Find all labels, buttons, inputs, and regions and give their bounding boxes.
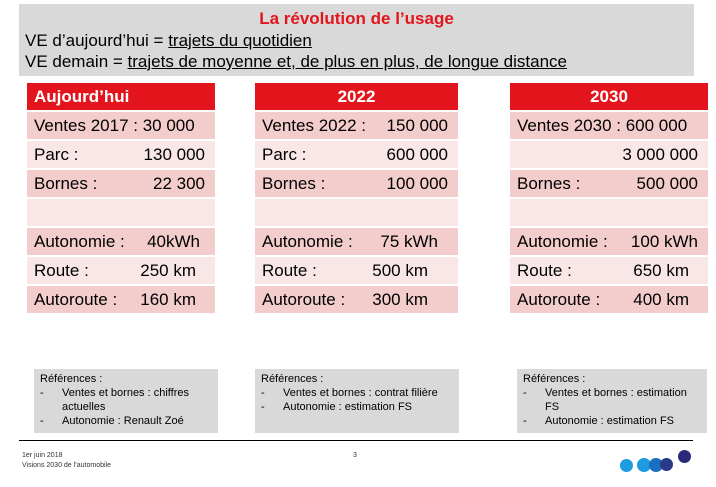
references-today [34,369,218,433]
references-title: Références : [40,373,103,385]
bornes-value: 22 300 [153,174,205,193]
ventes-label: Ventes 2030 : 600 000 [517,116,688,135]
route-label: Route : [34,261,89,280]
reference-text: Autonomie : estimation FS [545,415,675,427]
autonomie-label: Autonomie : [34,232,125,251]
row-empty [27,199,215,226]
reference-text: Ventes et bornes : estimation FS [545,387,687,413]
row-ventes [255,112,458,139]
header-line-tomorrow [25,52,567,72]
references-title: Références : [523,373,586,385]
header-line-tomorrow-prefix: VE demain = [25,52,128,71]
reference-text: Ventes et bornes : contrat filière [283,387,438,399]
column-2030-header: 2030 [510,83,708,110]
parc-label: Parc : [262,145,307,164]
row-parc [27,141,215,168]
row-autoroute [510,286,708,313]
row-route [510,257,708,284]
parc-value: 600 000 [386,145,448,164]
autoroute-label: Autoroute : [34,290,118,309]
column-today-header: Aujourd’hui [27,83,215,110]
references-2022 [255,369,459,433]
row-route [255,257,458,284]
autoroute-label: Autoroute : [517,290,601,309]
row-bornes [27,170,215,197]
autoroute-label: Autoroute : [262,290,346,309]
ventes-value: 150 000 [386,116,448,135]
route-label: Route : [262,261,317,280]
autonomie-value: 75 kWh [380,232,438,251]
header-line-tomorrow-link: trajets de moyenne et, de plus en plus, de longue distance [127,52,567,71]
autonomie-label: Autonomie : [262,232,353,251]
row-autonomie [510,228,708,255]
bornes-label: Bornes : [262,174,326,193]
column-2030 [510,83,708,313]
references-2030 [517,369,707,433]
row-route [27,257,215,284]
autonomie-label: Autonomie : [517,232,608,251]
column-today [27,83,215,313]
reference-text: Autonomie : estimation FS [283,401,413,413]
bornes-value: 100 000 [386,174,448,193]
row-parc [255,141,458,168]
column-2022 [255,83,458,313]
header-line-today-link: trajets du quotidien [168,31,312,50]
parc-value: 130 000 [143,145,205,164]
references-title: Références : [261,373,324,385]
bornes-label: Bornes : [34,174,98,193]
autoroute-value: 160 km [140,290,196,309]
autonomie-value: 100 kWh [630,232,698,251]
row-parc [510,141,708,168]
row-ventes [27,112,215,139]
footer-date: 1er juin 2018 [22,452,63,459]
route-label: Route : [517,261,572,280]
ventes-label: Ventes 2022 : [262,116,366,135]
autoroute-value: 400 km [633,290,689,309]
row-ventes [510,112,708,139]
reference-item: - Autonomie : estimation FS [523,415,675,427]
footer-divider [19,440,693,441]
ventes-label: Ventes 2017 : 30 000 [34,116,195,135]
autonomie-value: 40kWh [147,232,200,251]
header-banner [19,4,694,76]
parc-label: Parc : [34,145,79,164]
row-empty [255,199,458,226]
reference-text: Ventes et bornes : chiffres actuelles [62,387,189,413]
reference-item: - Ventes et bornes : chiffres actuelles [40,387,189,413]
row-autonomie [27,228,215,255]
reference-item: - Autonomie : Renault Zoé [40,415,184,427]
page-number: 3 [353,452,357,459]
autoroute-value: 300 km [372,290,428,309]
bornes-value: 500 000 [636,174,698,193]
reference-item: - Ventes et bornes : estimation FS [523,387,687,413]
row-bornes [510,170,708,197]
route-value: 650 km [633,261,689,280]
parc-value: 3 000 000 [622,145,698,164]
row-autoroute [27,286,215,313]
row-autoroute [255,286,458,313]
slide-title: La révolution de l’usage [259,9,454,28]
header-line-today [25,31,312,51]
column-2022-header: 2022 [255,83,458,110]
route-value: 250 km [140,261,196,280]
row-bornes [255,170,458,197]
reference-item: - Ventes et bornes : contrat filière [261,387,438,399]
reference-item: - Autonomie : estimation FS [261,401,413,413]
row-empty [510,199,708,226]
footer-subtitle: Visions 2030 de l’automobile [22,462,111,469]
row-autonomie [255,228,458,255]
header-line-today-prefix: VE d’aujourd’hui = [25,31,169,50]
reference-text: Autonomie : Renault Zoé [62,415,184,427]
route-value: 500 km [372,261,428,280]
bornes-label: Bornes : [517,174,581,193]
